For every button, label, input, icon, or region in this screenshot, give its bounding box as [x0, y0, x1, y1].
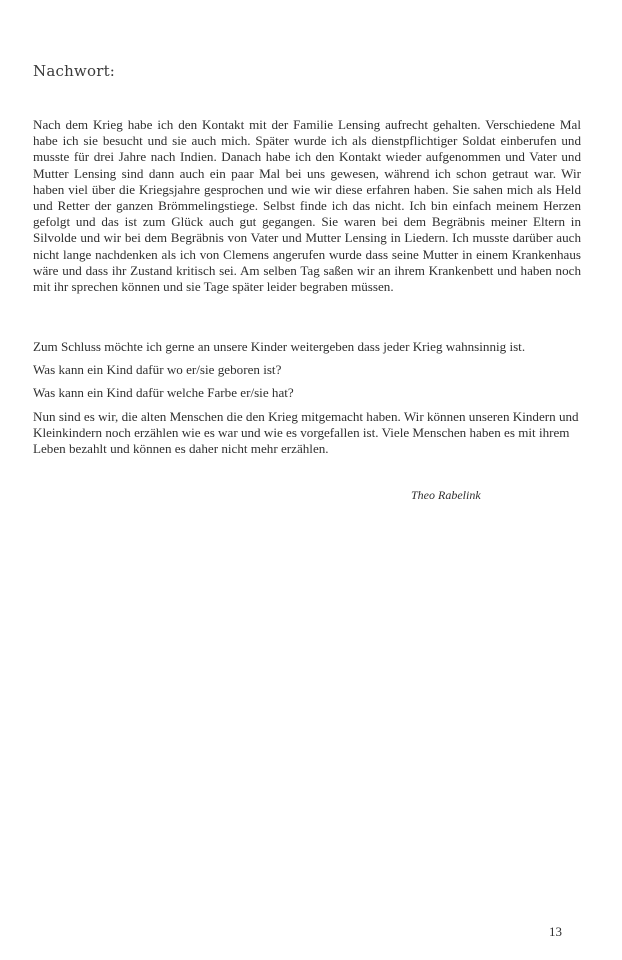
author-signature: Theo Rabelink — [411, 488, 481, 502]
closing-line: Zum Schluss möchte ich gerne an unsere Kinder weitergeben dass jeder Krieg wahnsinnig ist. — [33, 339, 526, 354]
closing-section — [33, 339, 593, 464]
closing-paragraph: Nun sind es wir, die alten Menschen die den Krieg mitgemacht haben. Wir können unseren Kindern und Kleinkindern noch erzählen wie es war und wie es vorgefallen ist. Viele Menschen haben es mit ihrem Leben bezahlt und können es daher nicht mehr erzählen. — [33, 408, 579, 457]
closing-question: Was kann ein Kind dafür welche Farbe er/sie hat? — [33, 385, 294, 401]
body-paragraph: Nach dem Krieg habe ich den Kontakt mit der Familie Lensing aufrecht gehalten. Verschiedene Mal habe ich sie besucht und sie auch mich. Später wurde ich als dienstpflichtiger Soldat einberufen und musste für drei Jahre nach Indien. Danach habe ich den Kontakt wieder aufgenommen und Vater und Mutter Lensing sind dann auch ein paar Mal bei uns gewesen, während ich schon getraut war. Wir haben viel über die Kriegsjahre gesprochen und wie wir diese erfahren haben. Sie sahen mich als Held und Retter der ganzen Brömmelingstiege. Selbst finde ich das nicht. Ich bin einfach meinem Herzen gefolgt und das ist zum Glück auch gut gegangen. Sie waren bei dem Begräbnis meiner Eltern in Silvolde und wir bei dem Begräbnis von Vater und Mutter Lensing in Liedern. Ich musste darüber auch nicht lange nachdenken als ich von Clemens angerufen wurde dass seine Mutter in einem Krankenhaus wäre und dass ihr Zustand kritisch sei. Am selben Tag saßen wir an ihrem Krankenbett und haben noch mit ihr sprechen können und sie Tage später leider begraben müssen. — [33, 117, 581, 295]
page-heading: Nachwort: — [33, 62, 116, 80]
closing-question: Was kann ein Kind dafür wo er/sie geboren ist? — [33, 362, 282, 378]
page-number: 13 — [549, 924, 562, 939]
